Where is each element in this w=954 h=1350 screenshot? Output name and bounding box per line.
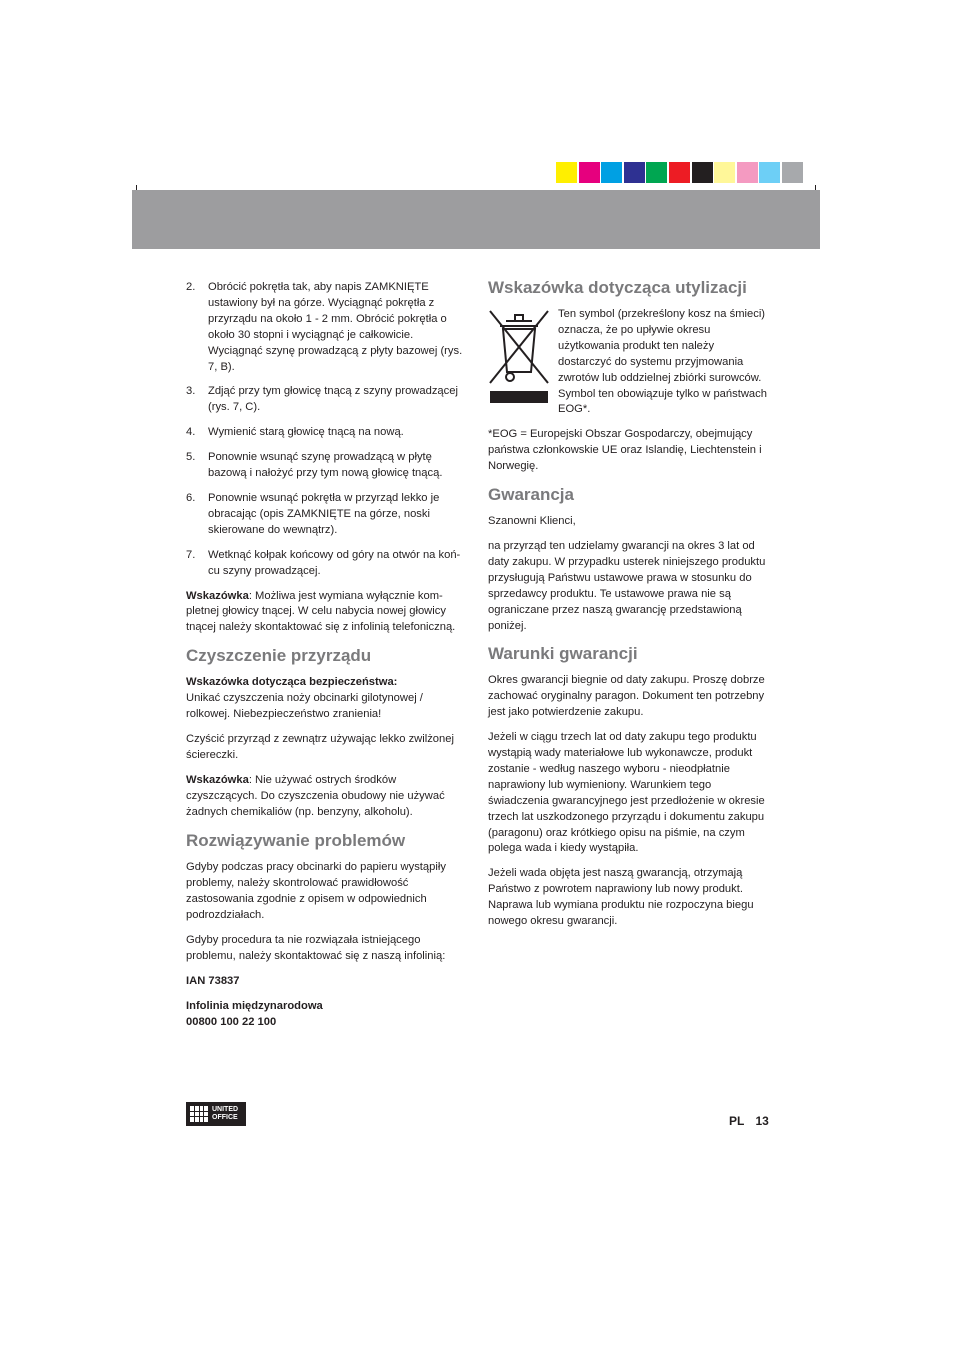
step-item (186, 491, 466, 539)
color-calibration-strip (556, 162, 803, 183)
cleaning-text: Czyścić przyrząd z zewnątrz używając lekko zwilżonej ściereczki. (186, 732, 454, 761)
left-column (186, 280, 466, 1031)
conditions-paragraph-1: Okres gwarancji biegnie od daty zakupu. Proszę dobrze zachować oryginalny paragon. Dokument ten potrzebny jest jako potwierdzenie zakupu. (488, 674, 765, 719)
warranty-greeting: Szanowni Klienci, (488, 515, 576, 528)
hotline-label: Infolinia międzynarodowa (186, 999, 323, 1012)
safety-note (186, 675, 466, 723)
page-number: 13 (755, 1114, 769, 1128)
color-swatch (624, 162, 645, 183)
color-swatch (669, 162, 690, 183)
step-item (186, 280, 466, 375)
step-number: 7. (186, 548, 196, 561)
step-number: 4. (186, 426, 196, 439)
step-item (186, 548, 466, 580)
crossed-bin-icon (488, 307, 550, 407)
color-swatch (556, 162, 577, 183)
color-swatch (579, 162, 600, 183)
disposal-text: Ten symbol (przekreślony kosz na śmieci) oznacza, że po upływie okresu użytkowania produkt ten należy dostarczyć do systemu przyjmowania zwrotów lub oddzielnej zbiórki surowców. Symbol ten obowiązuje tylko w państwach EOG*. (558, 308, 767, 416)
note-label: Wskazówka (186, 589, 249, 602)
step-item (186, 384, 466, 416)
note-replacement (186, 589, 466, 637)
step-text: Ponownie wsunąć pokrętła w przyrząd lekko je obracając (opis ZAMKNIĘTE na górze, noski skierowane do wewnątrz). (208, 491, 440, 536)
color-swatch (714, 162, 735, 183)
heading-disposal: Wskazówka dotycząca utylizacji (488, 278, 747, 297)
steps-list (186, 280, 466, 580)
step-number: 5. (186, 451, 196, 464)
color-swatch (692, 162, 713, 183)
ian-number: IAN 73837 (186, 974, 240, 987)
step-number: 2. (186, 281, 196, 293)
step-item (186, 450, 466, 482)
troubleshooting-paragraph-1: Gdyby podczas pracy obcinarki do papieru wystąpiły problemy, należy skontrolować prawidłowość zastosowania zgodnie z opisem w odpowiednich podrozdziałach. (186, 861, 446, 922)
color-swatch (782, 162, 803, 183)
step-number: 6. (186, 491, 196, 504)
logo-text (212, 1106, 238, 1122)
united-office-logo (186, 1102, 246, 1126)
note-label: Wskazówka (186, 773, 249, 786)
page-footer-label (729, 1114, 769, 1128)
color-swatch (759, 162, 780, 183)
hotline-number: 00800 100 22 100 (186, 1015, 277, 1028)
heading-cleaning: Czyszczenie przyrządu (186, 646, 372, 666)
header-banner (132, 190, 820, 249)
step-text: Zdjąć przy tym głowicę tnącą z szyny prowadzącej (rys. 7, C). (208, 385, 458, 414)
logo-grid-icon (190, 1106, 208, 1122)
note-text: : Nie używać ostrych środków czyszczących. Do czyszczenia obudowy nie używać żadnych chemikaliów (np. benzyny, alkoholu). (186, 773, 445, 818)
logo-line-1: UNITED (212, 1106, 239, 1113)
conditions-paragraph-2: Jeżeli w ciągu trzech lat od daty zakupu tego produktu wystąpią wady materiałowe lub wykonawcze, produkt zostanie - według naszego wyboru - nieodpłatnie naprawiony lub wymieniony. Warunkiem tego świadczenia gwarancyjnego jest przedłożenie w okresie trzech lat uszkodzonego przyrządu i dokumentu zakupu (paragonu) oraz krótkiego opisu na piśmie, na czym polega wada i kiedy wystąpiła. (488, 731, 765, 855)
language-code: PL (729, 1114, 745, 1128)
safety-label: Wskazówka dotycząca bezpieczeństwa: (186, 676, 398, 689)
note-text: : Możliwa jest wymiana wyłącznie kom-pletnej głowicy tnącej. W celu nabycia nowej głowicy tnącej należy skontaktować się z infolinią telefoniczną. (186, 589, 456, 634)
step-text: Obrócić pokrętła tak, aby napis ZAMKNIĘTE ustawiony był na górze. Wyciągnąć pokrętła z przyrządu na około 1 - 2 mm. Obrócić pokrętła o około 30 stopni i wyciągnąć je całkowicie. Wyciągnąć szynę prowadzącą z płyty bazowej (rys. 7, B). (208, 281, 463, 373)
disposal-block (488, 307, 770, 418)
right-column (488, 277, 770, 939)
heading-warranty: Gwarancja (488, 485, 574, 505)
note-chemicals (186, 773, 466, 821)
color-swatch (601, 162, 622, 183)
color-swatch (646, 162, 667, 183)
color-swatch (737, 162, 758, 183)
logo-line-2: OFFICE (212, 1114, 238, 1121)
step-text: Wymienić starą głowicę tnącą na nową. (208, 426, 404, 439)
step-number: 3. (186, 385, 196, 398)
conditions-paragraph-3: Jeżeli wada objęta jest naszą gwarancją, otrzymają Państwo z powrotem naprawiony lub nowy produkt. Naprawa lub wymiana produktu nie rozpoczyna biegu nowego okresu gwarancji. (488, 867, 754, 928)
step-text: Ponownie wsunąć szynę prowadzącą w płytę bazową i nałożyć przy tym nową głowicę tnącą. (208, 451, 443, 480)
troubleshooting-paragraph-2: Gdyby procedura ta nie rozwiązała istniejącego problemu, należy skontaktować się z naszą infolinią: (186, 934, 446, 962)
warranty-text: na przyrząd ten udzielamy gwarancji na okres 3 lat od daty zakupu. W przypadku usterek niniejszego produktu przysługują Państwu ustawowe prawa w stosunku do sprzedawcy produktu. Te ustawowe prawa nie są ograniczane przez naszą gwarancję przedstawioną poniżej. (488, 539, 766, 632)
eog-footnote: *EOG = Europejski Obszar Gospodarczy, obejmujący państwa członkowskie UE oraz Islandię, Liechtenstein i Norwegię. (488, 428, 762, 473)
step-text: Wetknąć kołpak końcowy od góry na otwór na koń-cu szyny prowadzącej. (208, 548, 461, 577)
heading-warranty-conditions: Warunki gwarancji (488, 644, 638, 664)
step-item (186, 425, 466, 441)
heading-troubleshooting: Rozwiązywanie problemów (186, 831, 406, 851)
safety-text: Unikać czyszczenia noży obcinarki gilotynowej / rolkowej. Niebezpieczeństwo zranienia! (186, 692, 423, 721)
